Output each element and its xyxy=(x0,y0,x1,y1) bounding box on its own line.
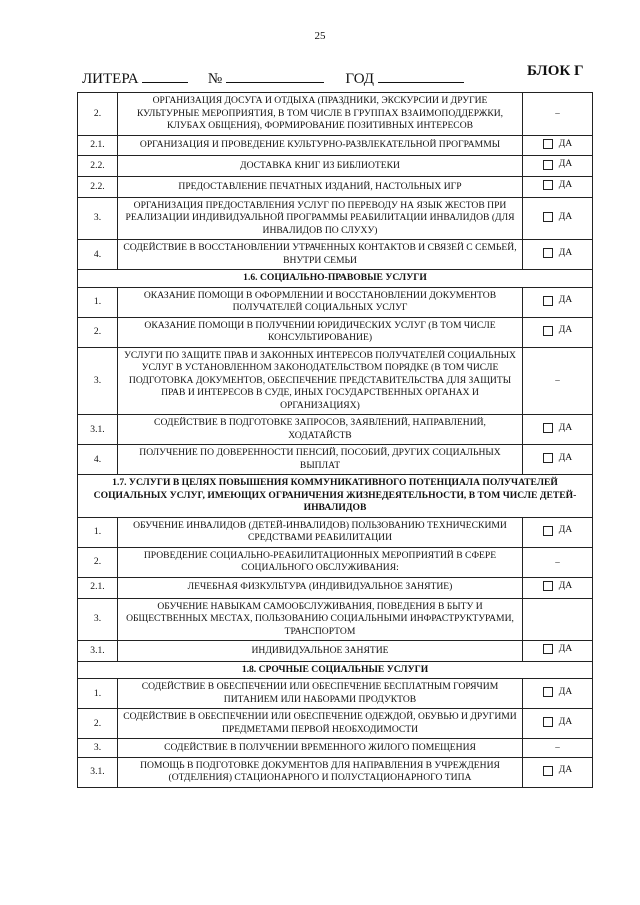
table-row xyxy=(78,156,593,177)
table-row xyxy=(78,679,593,709)
answer-cell xyxy=(523,757,593,787)
checkbox-square-icon[interactable] xyxy=(543,766,553,776)
number-label: № xyxy=(207,71,223,87)
answer-cell xyxy=(523,445,593,475)
table-row xyxy=(78,135,593,156)
answer-cell xyxy=(523,93,593,136)
block-title: БЛОК Г xyxy=(527,63,584,79)
checkbox-square-icon[interactable] xyxy=(543,248,553,258)
yes-label: ДА xyxy=(558,764,573,776)
answer-cell xyxy=(523,156,593,177)
service-description: УСЛУГИ ПО ЗАЩИТЕ ПРАВ И ЗАКОННЫХ ИНТЕРЕСОВ ПОЛУЧАТЕЛЕЙ СОЦИАЛЬНЫХ УСЛУГ В УСТАНОВЛЕННОМ ЗАКОНОДАТЕЛЬСТВОМ ПОРЯДКЕ (В ТОМ ЧИСЛЕ ПОДГОТОВКА ДОКУМЕНТОВ, ОБЕСПЕЧЕНИЕ ПРЕДСТАВИТЕЛЬСТВА ДЛЯ ЗАЩИТЫ ПРАВ И ИНТЕРЕСОВ В СУДЕ, ИНЫХ ГОСУДАРСТВЕННЫХ ОРГАНАХ И ОРГАНИЗАЦИЯХ) xyxy=(118,347,523,415)
table-row xyxy=(78,317,593,347)
yes-label: ДА xyxy=(558,179,573,190)
row-number: 1. xyxy=(78,517,118,547)
yes-label: ДА xyxy=(558,137,573,149)
table-row xyxy=(78,547,593,577)
answer-cell xyxy=(523,240,593,270)
answer-cell xyxy=(523,739,593,758)
answer-cell xyxy=(523,679,593,709)
answer-cell xyxy=(523,641,593,662)
service-description: СОДЕЙСТВИЕ В ОБЕСПЕЧЕНИИ ИЛИ ОБЕСПЕЧЕНИЕ ОДЕЖДОЙ, ОБУВЬЮ И ДРУГИМИ ПРЕДМЕТАМИ ПЕРВОЙ НЕОБХОДИМОСТИ xyxy=(118,709,523,739)
checkbox-square-icon[interactable] xyxy=(543,526,553,536)
answer-cell xyxy=(523,517,593,547)
table-row xyxy=(78,739,593,758)
section-header-row xyxy=(78,661,593,679)
service-description: ОРГАНИЗАЦИЯ И ПРОВЕДЕНИЕ КУЛЬТУРНО-РАЗВЛЕКАТЕЛЬНОЙ ПРОГРАММЫ xyxy=(118,135,523,156)
services-table xyxy=(77,92,593,788)
row-number: 2.1. xyxy=(78,577,118,598)
answer-cell xyxy=(523,197,593,240)
yes-label: ДА xyxy=(558,246,573,258)
service-description: ОБУЧЕНИЕ ИНВАЛИДОВ (ДЕТЕЙ-ИНВАЛИДОВ) ПОЛЬЗОВАНИЮ ТЕХНИЧЕСКИМИ СРЕДСТВАМИ РЕАБИЛИТАЦИИ xyxy=(118,517,523,547)
checkbox-square-icon[interactable] xyxy=(543,423,553,433)
answer-cell xyxy=(523,177,593,198)
yes-checkbox[interactable] xyxy=(543,294,572,307)
yes-checkbox[interactable] xyxy=(543,247,572,260)
row-number: 2. xyxy=(78,547,118,577)
table-row xyxy=(78,641,593,662)
yes-label: ДА xyxy=(558,451,573,463)
yes-checkbox[interactable] xyxy=(543,211,572,224)
row-number: 3. xyxy=(78,347,118,415)
checkbox-square-icon[interactable] xyxy=(543,212,553,222)
answer-cell xyxy=(523,709,593,739)
service-description: СОДЕЙСТВИЕ В ВОССТАНОВЛЕНИИ УТРАЧЕННЫХ КОНТАКТОВ И СВЯЗЕЙ С СЕМЬЕЙ, ВНУТРИ СЕМЬИ xyxy=(118,240,523,270)
table-row xyxy=(78,757,593,787)
checkbox-square-icon[interactable] xyxy=(543,326,553,336)
table-row xyxy=(78,445,593,475)
service-description: СОДЕЙСТВИЕ В ОБЕСПЕЧЕНИИ ИЛИ ОБЕСПЕЧЕНИЕ БЕСПЛАТНЫМ ГОРЯЧИМ ПИТАНИЕМ ИЛИ НАБОРАМИ ПРОДУКТОВ xyxy=(118,679,523,709)
row-number: 3. xyxy=(78,197,118,240)
row-number: 3. xyxy=(78,739,118,758)
service-description: ОКАЗАНИЕ ПОМОЩИ В ОФОРМЛЕНИИ И ВОССТАНОВЛЕНИИ ДОКУМЕНТОВ ПОЛУЧАТЕЛЕЙ СОЦИАЛЬНЫХ УСЛУГ xyxy=(118,287,523,317)
yes-checkbox[interactable] xyxy=(543,686,572,699)
yes-label: ДА xyxy=(558,579,573,591)
service-description: ПРОВЕДЕНИЕ СОЦИАЛЬНО-РЕАБИЛИТАЦИОННЫХ МЕРОПРИЯТИЙ В СФЕРЕ СОЦИАЛЬНОГО ОБСЛУЖИВАНИЯ: xyxy=(118,547,523,577)
checkbox-square-icon[interactable] xyxy=(543,581,553,591)
service-description: ОРГАНИЗАЦИЯ ДОСУГА И ОТДЫХА (ПРАЗДНИКИ, ЭКСКУРСИИ И ДРУГИЕ КУЛЬТУРНЫЕ МЕРОПРИЯТИЯ, В ТОМ ЧИСЛЕ В ГРУППАХ ВЗАИМОПОДДЕРЖКИ, КЛУБАХ ОБЩЕНИЯ), ФОРМИРОВАНИЕ ПОЗИТИВНЫХ ИНТЕРЕСОВ xyxy=(118,93,523,136)
row-number: 3.1. xyxy=(78,641,118,662)
not-applicable-dash: – xyxy=(555,556,560,567)
service-description: ПРЕДОСТАВЛЕНИЕ ПЕЧАТНЫХ ИЗДАНИЙ, НАСТОЛЬНЫХ ИГР xyxy=(118,177,523,198)
checkbox-square-icon[interactable] xyxy=(543,453,553,463)
section-title: 1.7. УСЛУГИ В ЦЕЛЯХ ПОВЫШЕНИЯ КОММУНИКАТИВНОГО ПОТЕНЦИАЛА ПОЛУЧАТЕЛЕЙ СОЦИАЛЬНЫХ УСЛУГ, ИМЕЮЩИХ ОГРАНИЧЕНИЯ ЖИЗНЕДЕЯТЕЛЬНОСТИ, В ТОМ ЧИСЛЕ ДЕТЕЙ-ИНВАЛИДОВ xyxy=(78,475,593,518)
service-description: ПОМОЩЬ В ПОДГОТОВКЕ ДОКУМЕНТОВ ДЛЯ НАПРАВЛЕНИЯ В УЧРЕЖДЕНИЯ (ОТДЕЛЕНИЯ) СТАЦИОНАРНОГО И ПОЛУСТАЦИОНАРНОГО ТИПА xyxy=(118,757,523,787)
table-row xyxy=(78,287,593,317)
row-number: 3. xyxy=(78,598,118,641)
checkbox-square-icon[interactable] xyxy=(543,687,553,697)
answer-cell xyxy=(523,547,593,577)
yes-label: ДА xyxy=(558,210,573,222)
yes-label: ДА xyxy=(558,294,573,306)
yes-label: ДА xyxy=(558,324,573,336)
table-row xyxy=(78,240,593,270)
answer-cell xyxy=(523,347,593,415)
row-number: 1. xyxy=(78,287,118,317)
table-row xyxy=(78,517,593,547)
service-description: ПОЛУЧЕНИЕ ПО ДОВЕРЕННОСТИ ПЕНСИЙ, ПОСОБИЙ, ДРУГИХ СОЦИАЛЬНЫХ ВЫПЛАТ xyxy=(118,445,523,475)
answer-cell xyxy=(523,317,593,347)
row-number: 3.1. xyxy=(78,757,118,787)
checkbox-square-icon[interactable] xyxy=(543,717,553,727)
answer-cell xyxy=(523,577,593,598)
year-field[interactable] xyxy=(378,68,464,83)
yes-checkbox[interactable] xyxy=(543,716,572,729)
row-number: 2.2. xyxy=(78,177,118,198)
section-title: 1.8. СРОЧНЫЕ СОЦИАЛЬНЫЕ УСЛУГИ xyxy=(78,661,593,679)
not-applicable-dash: – xyxy=(555,108,560,118)
checkbox-square-icon[interactable] xyxy=(543,644,553,654)
table-row xyxy=(78,177,593,198)
row-number: 2.1. xyxy=(78,135,118,156)
checkbox-square-icon[interactable] xyxy=(543,296,553,306)
table-row xyxy=(78,598,593,641)
yes-label: ДА xyxy=(558,715,573,727)
service-description: ИНДИВИДУАЛЬНОЕ ЗАНЯТИЕ xyxy=(118,641,523,662)
service-description: СОДЕЙСТВИЕ В ПОЛУЧЕНИИ ВРЕМЕННОГО ЖИЛОГО ПОМЕЩЕНИЯ xyxy=(118,739,523,758)
checkbox-square-icon[interactable] xyxy=(543,180,553,190)
section-title: 1.6. СОЦИАЛЬНО-ПРАВОВЫЕ УСЛУГИ xyxy=(78,270,593,288)
litera-field[interactable] xyxy=(142,68,188,83)
service-description: ОКАЗАНИЕ ПОМОЩИ В ПОЛУЧЕНИИ ЮРИДИЧЕСКИХ УСЛУГ (В ТОМ ЧИСЛЕ КОНСУЛЬТИРОВАНИЕ) xyxy=(118,317,523,347)
service-description: ОБУЧЕНИЕ НАВЫКАМ САМООБСЛУЖИВАНИЯ, ПОВЕДЕНИЯ В БЫТУ И ОБЩЕСТВЕННЫХ МЕСТАХ, ПОЛЬЗОВАНИЮ СОЦИАЛЬНЫМИ ИНФРАСТРУКТУРАМИ, ТРАНСПОРТОМ xyxy=(118,598,523,641)
answer-cell xyxy=(523,135,593,156)
page-number: 25 xyxy=(314,30,326,42)
checkbox-square-icon[interactable] xyxy=(543,139,553,149)
service-description: ЛЕЧЕБНАЯ ФИЗКУЛЬТУРА (ИНДИВИДУАЛЬНОЕ ЗАНЯТИЕ) xyxy=(118,577,523,598)
year-label: ГОД xyxy=(345,71,375,87)
section-header-row xyxy=(78,475,593,518)
yes-checkbox[interactable] xyxy=(543,452,572,465)
row-number: 2. xyxy=(78,317,118,347)
services-table-body xyxy=(78,93,593,788)
table-row xyxy=(78,93,593,136)
yes-checkbox[interactable] xyxy=(543,324,572,337)
service-description: ОРГАНИЗАЦИЯ ПРЕДОСТАВЛЕНИЯ УСЛУГ ПО ПЕРЕВОДУ НА ЯЗЫК ЖЕСТОВ ПРИ РЕАЛИЗАЦИИ ИНДИВИДУАЛЬНОЙ ПРОГРАММЫ РЕАБИЛИТАЦИИ ИНВАЛИДОВ (ДЛЯ ИНВАЛИДОВ ПО СЛУХУ) xyxy=(118,197,523,240)
service-description: СОДЕЙСТВИЕ В ПОДГОТОВКЕ ЗАПРОСОВ, ЗАЯВЛЕНИЙ, НАПРАВЛЕНИЙ, ХОДАТАЙСТВ xyxy=(118,415,523,445)
row-number: 2. xyxy=(78,93,118,136)
service-description: ДОСТАВКА КНИГ ИЗ БИБЛИОТЕКИ xyxy=(118,156,523,177)
yes-checkbox[interactable] xyxy=(543,643,572,656)
yes-checkbox[interactable] xyxy=(543,580,572,593)
table-row xyxy=(78,577,593,598)
row-number: 3.1. xyxy=(78,415,118,445)
not-applicable-dash: – xyxy=(555,375,560,386)
answer-cell xyxy=(523,287,593,317)
answer-cell xyxy=(523,415,593,445)
yes-checkbox[interactable] xyxy=(543,179,572,192)
answer-cell xyxy=(523,598,593,641)
table-row xyxy=(78,347,593,415)
section-header-row xyxy=(78,270,593,288)
row-number: 4. xyxy=(78,240,118,270)
yes-checkbox[interactable] xyxy=(543,764,572,777)
not-applicable-dash: – xyxy=(555,742,560,753)
row-number: 4. xyxy=(78,445,118,475)
row-number: 1. xyxy=(78,679,118,709)
yes-label: ДА xyxy=(558,421,573,433)
number-field[interactable] xyxy=(226,68,324,83)
table-row xyxy=(78,415,593,445)
yes-checkbox[interactable] xyxy=(543,422,572,435)
litera-label: ЛИТЕРА xyxy=(82,71,139,87)
yes-checkbox[interactable] xyxy=(543,524,572,537)
yes-label: ДА xyxy=(558,524,573,536)
table-row xyxy=(78,197,593,240)
yes-label: ДА xyxy=(558,158,573,170)
form-header xyxy=(82,68,464,88)
checkbox-square-icon[interactable] xyxy=(543,160,553,170)
row-number: 2. xyxy=(78,709,118,739)
yes-checkbox[interactable] xyxy=(543,158,572,171)
table-row xyxy=(78,709,593,739)
yes-checkbox[interactable] xyxy=(543,138,572,151)
row-number: 2.2. xyxy=(78,156,118,177)
yes-label: ДА xyxy=(558,643,573,654)
yes-label: ДА xyxy=(558,685,573,697)
